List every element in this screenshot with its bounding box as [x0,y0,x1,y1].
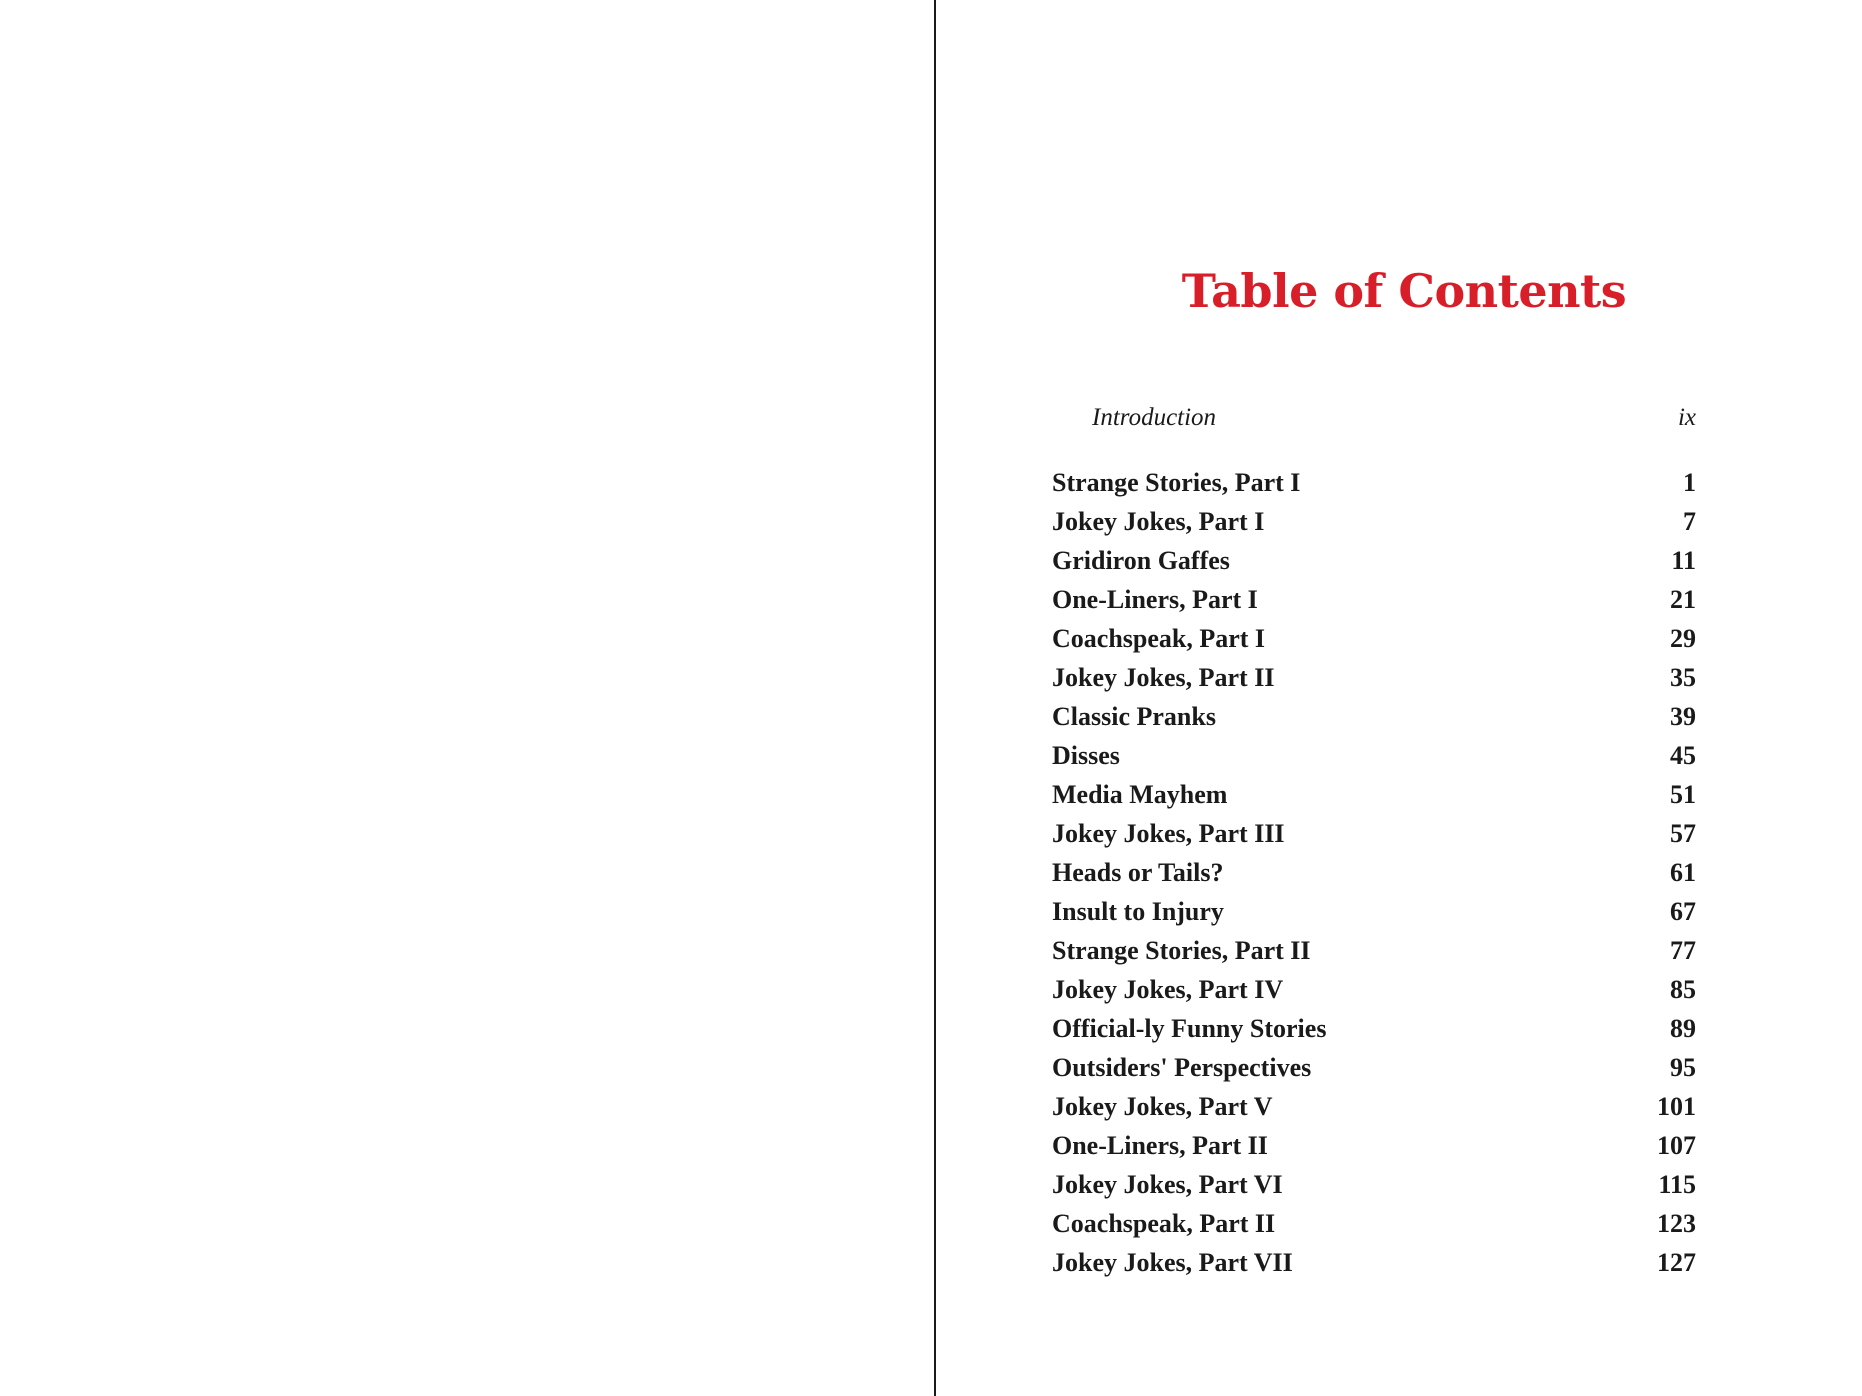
toc-entry[interactable] [1052,780,1696,819]
toc-entry[interactable] [1052,819,1696,858]
toc-entry-page: 21 [1670,585,1696,614]
toc-entry-label: Heads or Tails? [1052,858,1224,887]
toc-entry-page: ix [1677,404,1696,431]
right-page [936,0,1862,1396]
toc-entry-page: 11 [1671,546,1696,575]
toc-entry-label: Jokey Jokes, Part IV [1052,975,1284,1004]
toc-entry[interactable] [1052,1170,1696,1209]
toc-entry-page: 7 [1683,507,1696,536]
toc-entry-page: 67 [1670,897,1696,926]
toc-entry-page: 89 [1670,1014,1696,1043]
toc-entry-page: 39 [1670,702,1696,731]
toc-entry[interactable] [1052,585,1696,624]
toc-entry[interactable] [1052,1053,1696,1092]
toc-entry[interactable] [1052,1248,1696,1287]
toc-entry-page: 1 [1683,468,1696,497]
toc-entry-page: 35 [1670,663,1696,692]
toc-entry-page: 95 [1670,1053,1696,1082]
toc-entry[interactable] [1052,1014,1696,1053]
toc-entry-label: Jokey Jokes, Part VI [1052,1170,1283,1199]
toc-entry-label: Jokey Jokes, Part I [1052,507,1265,536]
toc-entry-label: Official-ly Funny Stories [1052,1014,1327,1043]
toc-entry[interactable] [1052,1131,1696,1170]
toc-entry-page: 29 [1670,624,1696,653]
toc-entry[interactable] [1052,507,1696,546]
toc-entry-label: Media Mayhem [1052,780,1228,809]
toc-entry[interactable] [1052,1092,1696,1131]
toc-entry-label: Jokey Jokes, Part III [1052,819,1285,848]
toc-entry-label: One-Liners, Part II [1052,1131,1268,1160]
toc-entry-label: Classic Pranks [1052,702,1216,731]
toc-entry-page: 115 [1658,1170,1696,1199]
toc-entry-page: 123 [1657,1209,1696,1238]
toc-entry-label: Jokey Jokes, Part V [1052,1092,1273,1121]
toc-entry-label: Jokey Jokes, Part II [1052,663,1275,692]
toc-entry[interactable] [1052,741,1696,780]
toc-entry[interactable] [1052,1209,1696,1248]
toc-entry-page: 77 [1670,936,1696,965]
toc-entry-page: 107 [1657,1131,1696,1160]
toc-entry-page: 61 [1670,858,1696,887]
toc-entry-page: 51 [1670,780,1696,809]
toc-entry-label: Strange Stories, Part II [1052,936,1311,965]
toc-entry-page: 85 [1670,975,1696,1004]
toc-entry[interactable] [1052,897,1696,936]
toc-entry-label: Coachspeak, Part I [1052,624,1266,653]
toc-entry[interactable] [1052,663,1696,702]
toc-entry[interactable] [1052,624,1696,663]
toc-list [1052,404,1696,1287]
toc-entry-introduction[interactable] [1052,404,1696,452]
toc-entry-page: 57 [1670,819,1696,848]
toc-entry[interactable] [1052,975,1696,1014]
toc-entry-page: 101 [1657,1092,1696,1121]
toc-entry-label: One-Liners, Part I [1052,585,1258,614]
toc-entry-label: Coachspeak, Part II [1052,1209,1276,1238]
toc-entry-page: 127 [1657,1248,1696,1277]
toc-entry-label: Strange Stories, Part I [1052,468,1301,497]
toc-entry[interactable] [1052,858,1696,897]
toc-entry-label: Disses [1052,741,1120,770]
toc-entry-label: Jokey Jokes, Part VII [1052,1248,1293,1277]
toc-entry-label: Gridiron Gaffes [1052,546,1230,575]
toc-entry-label: Insult to Injury [1052,897,1224,926]
toc-entry-label: Introduction [1092,404,1217,431]
toc-entry[interactable] [1052,702,1696,741]
toc-entry-label: Outsiders' Perspectives [1052,1053,1312,1082]
toc-entry[interactable] [1052,546,1696,585]
toc-entry[interactable] [1052,936,1696,975]
toc-title: Table of Contents [1181,264,1627,318]
toc-entry[interactable] [1052,468,1696,507]
toc-entry-page: 45 [1670,741,1696,770]
